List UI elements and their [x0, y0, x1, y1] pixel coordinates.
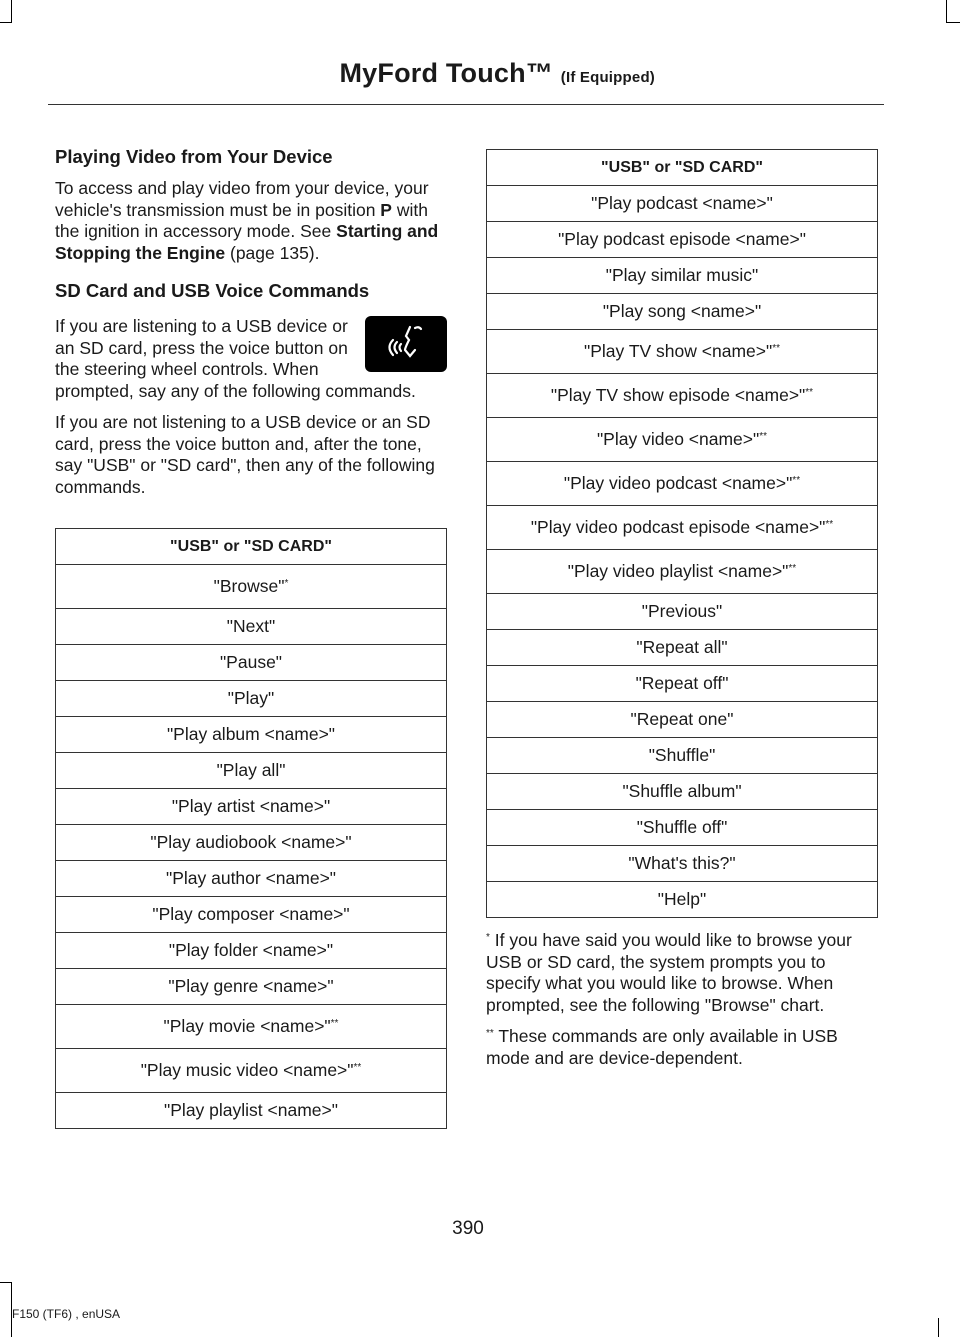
table-row: [487, 594, 878, 630]
table-row: [56, 645, 447, 681]
command-text: "Play author <name>": [165, 868, 337, 888]
table-row: [56, 933, 447, 969]
command-cell: [56, 565, 447, 609]
command-cell: [487, 258, 878, 294]
command-text: "Play movie <name>": [163, 1016, 331, 1036]
footnote-browse: * If you have said you would like to browse your USB or SD card, the system prompts you to specify what you would like to browse. When prompted, see the following "Browse" chart.: [486, 930, 852, 1015]
page-header-title: [339, 58, 655, 89]
command-text: "What's this?": [628, 853, 736, 873]
footnote-marker: *: [284, 578, 289, 589]
header-title-main: MyFord Touch™: [339, 58, 554, 88]
table-row: [56, 1093, 447, 1129]
command-text: "Shuffle album": [622, 781, 742, 801]
command-text: "Play video playlist <name>": [567, 561, 789, 581]
command-cell: [487, 846, 878, 882]
crop-mark: [11, 0, 12, 22]
command-cell: [487, 666, 878, 702]
footnote-marker: **: [825, 519, 834, 530]
command-text: "Play podcast <name>": [591, 193, 773, 213]
command-text: "Play playlist <name>": [164, 1100, 338, 1120]
command-cell: [56, 753, 447, 789]
command-cell: [56, 861, 447, 897]
table-row: [56, 969, 447, 1005]
table-row: [56, 753, 447, 789]
command-cell: [487, 222, 878, 258]
command-text: "Play music video <name>": [140, 1060, 354, 1080]
table-row: [487, 550, 878, 594]
table-row: [56, 717, 447, 753]
command-cell: [56, 681, 447, 717]
command-cell: [56, 1005, 447, 1049]
table-row: [487, 774, 878, 810]
table-row: [487, 506, 878, 550]
command-text: "Next": [226, 616, 276, 636]
command-cell: [487, 294, 878, 330]
command-text: "Shuffle": [648, 745, 716, 765]
table-row: [56, 789, 447, 825]
command-cell: [487, 738, 878, 774]
table-header-row: [56, 529, 447, 565]
command-text: "Play genre <name>": [168, 976, 334, 996]
command-text: "Play TV show <name>": [584, 341, 773, 361]
crop-mark: [0, 1282, 12, 1283]
footnote-marker: **: [792, 475, 801, 486]
commands-table-left: [55, 528, 447, 1129]
table-row: [56, 609, 447, 645]
command-cell: [56, 969, 447, 1005]
command-cell: [56, 1049, 447, 1093]
right-column: [486, 149, 878, 1069]
command-cell: [487, 462, 878, 506]
table-row: [487, 222, 878, 258]
table-row: [487, 462, 878, 506]
command-cell: [487, 594, 878, 630]
command-text: "Play TV show episode <name>": [550, 385, 806, 405]
table-row: [487, 374, 878, 418]
document-id: F150 (TF6) , enUSA: [12, 1307, 121, 1321]
voice-instruction-block: [55, 316, 447, 402]
footnote-usb-only: ** These commands are only available in USB mode and are device-dependent.: [486, 1026, 838, 1068]
table-row: [487, 882, 878, 918]
voice-commands-heading: SD Card and USB Voice Commands: [55, 280, 370, 301]
table-row: [56, 897, 447, 933]
command-cell: [56, 717, 447, 753]
command-cell: [56, 933, 447, 969]
command-cell: [56, 1093, 447, 1129]
command-text: "Shuffle off": [636, 817, 728, 837]
command-text: "Play artist <name>": [171, 796, 331, 816]
command-cell: [487, 330, 878, 374]
cross-reference-link[interactable]: Starting and Stopping the Engine: [55, 221, 439, 263]
command-cell: [487, 374, 878, 418]
position-p: P: [380, 199, 392, 220]
command-cell: [487, 186, 878, 222]
table-row: [487, 294, 878, 330]
command-text: "Repeat all": [636, 637, 728, 657]
table-row: [56, 565, 447, 609]
footnote-marker: **: [759, 431, 768, 442]
command-cell: [487, 630, 878, 666]
page-number: 390: [452, 1218, 484, 1239]
command-text: "Pause": [219, 652, 283, 672]
command-cell: [487, 418, 878, 462]
command-text: "Play folder <name>": [168, 940, 334, 960]
voice-button-icon: [365, 316, 447, 372]
table-row: [487, 330, 878, 374]
table-row: [487, 702, 878, 738]
table-row: [487, 738, 878, 774]
table-header-cell: "USB" or "SD CARD": [487, 150, 878, 186]
table-header-row: [487, 150, 878, 186]
crop-mark: [0, 22, 12, 23]
table-row: [487, 258, 878, 294]
table-row: [56, 1049, 447, 1093]
command-text: "Play video podcast episode <name>": [530, 517, 826, 537]
header-divider: [48, 104, 884, 105]
command-cell: [56, 897, 447, 933]
command-text: "Repeat off": [635, 673, 729, 693]
command-text: "Play podcast episode <name>": [558, 229, 806, 249]
command-cell: [487, 506, 878, 550]
command-text: "Browse": [213, 576, 285, 596]
command-text: "Play song <name>": [602, 301, 762, 321]
command-text: "Play audiobook <name>": [150, 832, 352, 852]
table-row: [487, 666, 878, 702]
command-cell: [487, 882, 878, 918]
command-text: "Play similar music": [605, 265, 759, 285]
command-cell: [56, 609, 447, 645]
command-text: "Play video podcast <name>": [563, 473, 793, 493]
table-row: [56, 1005, 447, 1049]
command-cell: [56, 645, 447, 681]
voice-paragraph-2: If you are not listening to a USB device or an SD card, press the voice button and, after the tone, say "USB" or "SD card", then any of the following commands.: [55, 412, 435, 497]
command-text: "Help": [657, 889, 707, 909]
command-cell: [56, 825, 447, 861]
command-text: "Play all": [216, 760, 286, 780]
command-cell: [487, 702, 878, 738]
crop-mark: [946, 0, 947, 22]
commands-table-right: [486, 149, 878, 918]
footnote-marker: **: [772, 343, 780, 354]
section-heading: Playing Video from Your Device: [55, 146, 333, 167]
footnote-marker: **: [353, 1062, 362, 1073]
table-header-cell: "USB" or "SD CARD": [56, 529, 447, 565]
table-row: [487, 846, 878, 882]
table-row: [56, 861, 447, 897]
table-row: [487, 630, 878, 666]
table-row: [56, 681, 447, 717]
command-cell: [56, 789, 447, 825]
command-text: "Previous": [641, 601, 723, 621]
crop-mark: [938, 1318, 939, 1337]
footnote-marker: **: [788, 563, 797, 574]
table-row: [487, 186, 878, 222]
command-cell: [487, 810, 878, 846]
command-cell: [487, 550, 878, 594]
command-text: "Play": [227, 688, 275, 708]
voice-paragraph-1: If you are listening to a USB device or an SD card, press the voice button on the steering wheel controls. When prompted, say any of the following commands.: [55, 316, 416, 401]
command-text: "Play video <name>": [596, 429, 760, 449]
intro-paragraph: To access and play video from your device, your vehicle's transmission must be in position P with the ignition in accessory mode. See Starting and Stopping the Engine (page 135).: [55, 178, 439, 263]
command-text: "Play composer <name>": [152, 904, 350, 924]
command-text: "Repeat one": [630, 709, 734, 729]
table-row: [56, 825, 447, 861]
header-title-suffix: (If Equipped): [560, 69, 655, 86]
footnote-marker: **: [330, 1018, 339, 1029]
table-row: [487, 810, 878, 846]
left-column: [55, 146, 447, 1129]
command-text: "Play album <name>": [166, 724, 336, 744]
footnote-marker: **: [805, 387, 814, 398]
crop-mark: [946, 22, 960, 23]
command-cell: [487, 774, 878, 810]
table-row: [487, 418, 878, 462]
